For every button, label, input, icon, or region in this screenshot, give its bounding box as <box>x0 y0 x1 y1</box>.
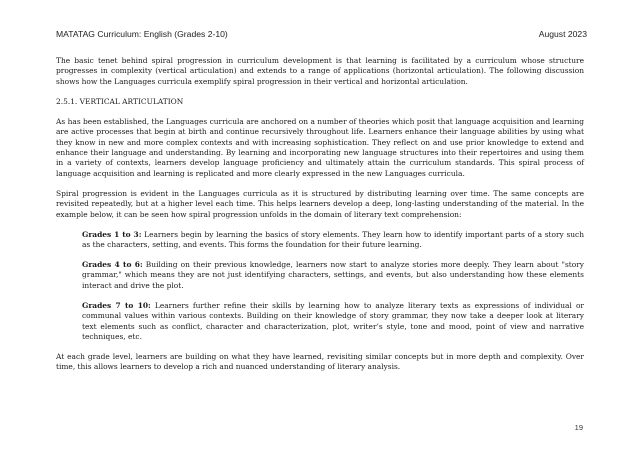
grades-1-3-paragraph <box>56 230 584 251</box>
document-body <box>56 56 584 373</box>
grades-1-3-text: Learners begin by learning the basics of story elements. They learn how to identify important parts of a story such as the characters, setting, and events. This forms the foundation for their future learning. <box>82 229 585 249</box>
paragraph-2: Spiral progression is evident in the Languages curricula as it is structured by distributing learning over time. The same concepts are revisited repeatedly, but at a higher level each time. This helps learners develop a deep, long-lasting understanding of the material. In the example below, it can be seen how spiral progression unfolds in the domain of literary text comprehension: <box>56 188 584 219</box>
grades-7-10-text: Learners further refine their skills by learning how to analyze literary texts as expressions of individual or communal values within various contexts. Building on their knowledge of story grammar, they now take a deeper look at literary text elements such as conflict, character and characterization, plot, writer’s style, tone and mood, point of view and narrative techniques, etc. <box>82 300 584 341</box>
paragraph-1: As has been established, the Languages curricula are anchored on a number of theories which posit that language acquisition and learning are active processes that begin at birth and continue recursively throughout life. Learners enhance their language abilities by using what they know in new and more complex contexts and with increasing sophistication. They reflect on and use prior knowledge to extend and enhance their language and understanding. By learning and incorporating new language structures into their repertoires and using them in a variety of contexts, learners develop language proficiency and ultimately attain the curriculum standards. This spiral process of language acquisition and learning is replicated and more clearly expressed in the new Languages curricula. <box>56 116 584 178</box>
grades-4-6-label: Grades 4 to 6: <box>82 260 143 270</box>
section-heading: 2.5.1. VERTICAL ARTICULATION <box>56 96 184 106</box>
grades-7-10-label: Grades 7 to 10: <box>82 300 151 310</box>
page-number: 19 <box>574 423 583 432</box>
grades-1-3-label: Grades 1 to 3: <box>82 229 142 239</box>
header-title: MATATAG Curriculum: English (Grades 2-10) <box>56 29 228 39</box>
grades-7-10-paragraph <box>56 301 584 342</box>
grades-4-6-text: Building on their previous knowledge, learners now start to analyze stories more deeply. They learn about "story grammar," which means they are not just identifying characters, settings, and events, but also understanding how these elements interact and drive the plot. <box>82 260 584 290</box>
grades-4-6-paragraph <box>56 260 584 291</box>
paragraph-3: At each grade level, learners are building on what they have learned, revisiting similar concepts but in more depth and complexity. Over time, this allows learners to develop a rich and nuanced understanding of literary analysis. <box>56 352 584 372</box>
header-date: August 2023 <box>538 29 587 39</box>
intro-paragraph: The basic tenet behind spiral progression in curriculum development is that learning is facilitated by a curriculum whose structure progresses in complexity (vertical articulation) and extends to a range of applications (horizontal articulation). The following discussion shows how the Languages curricula exemplify spiral progression in their vertical and horizontal articulation. <box>56 56 584 86</box>
